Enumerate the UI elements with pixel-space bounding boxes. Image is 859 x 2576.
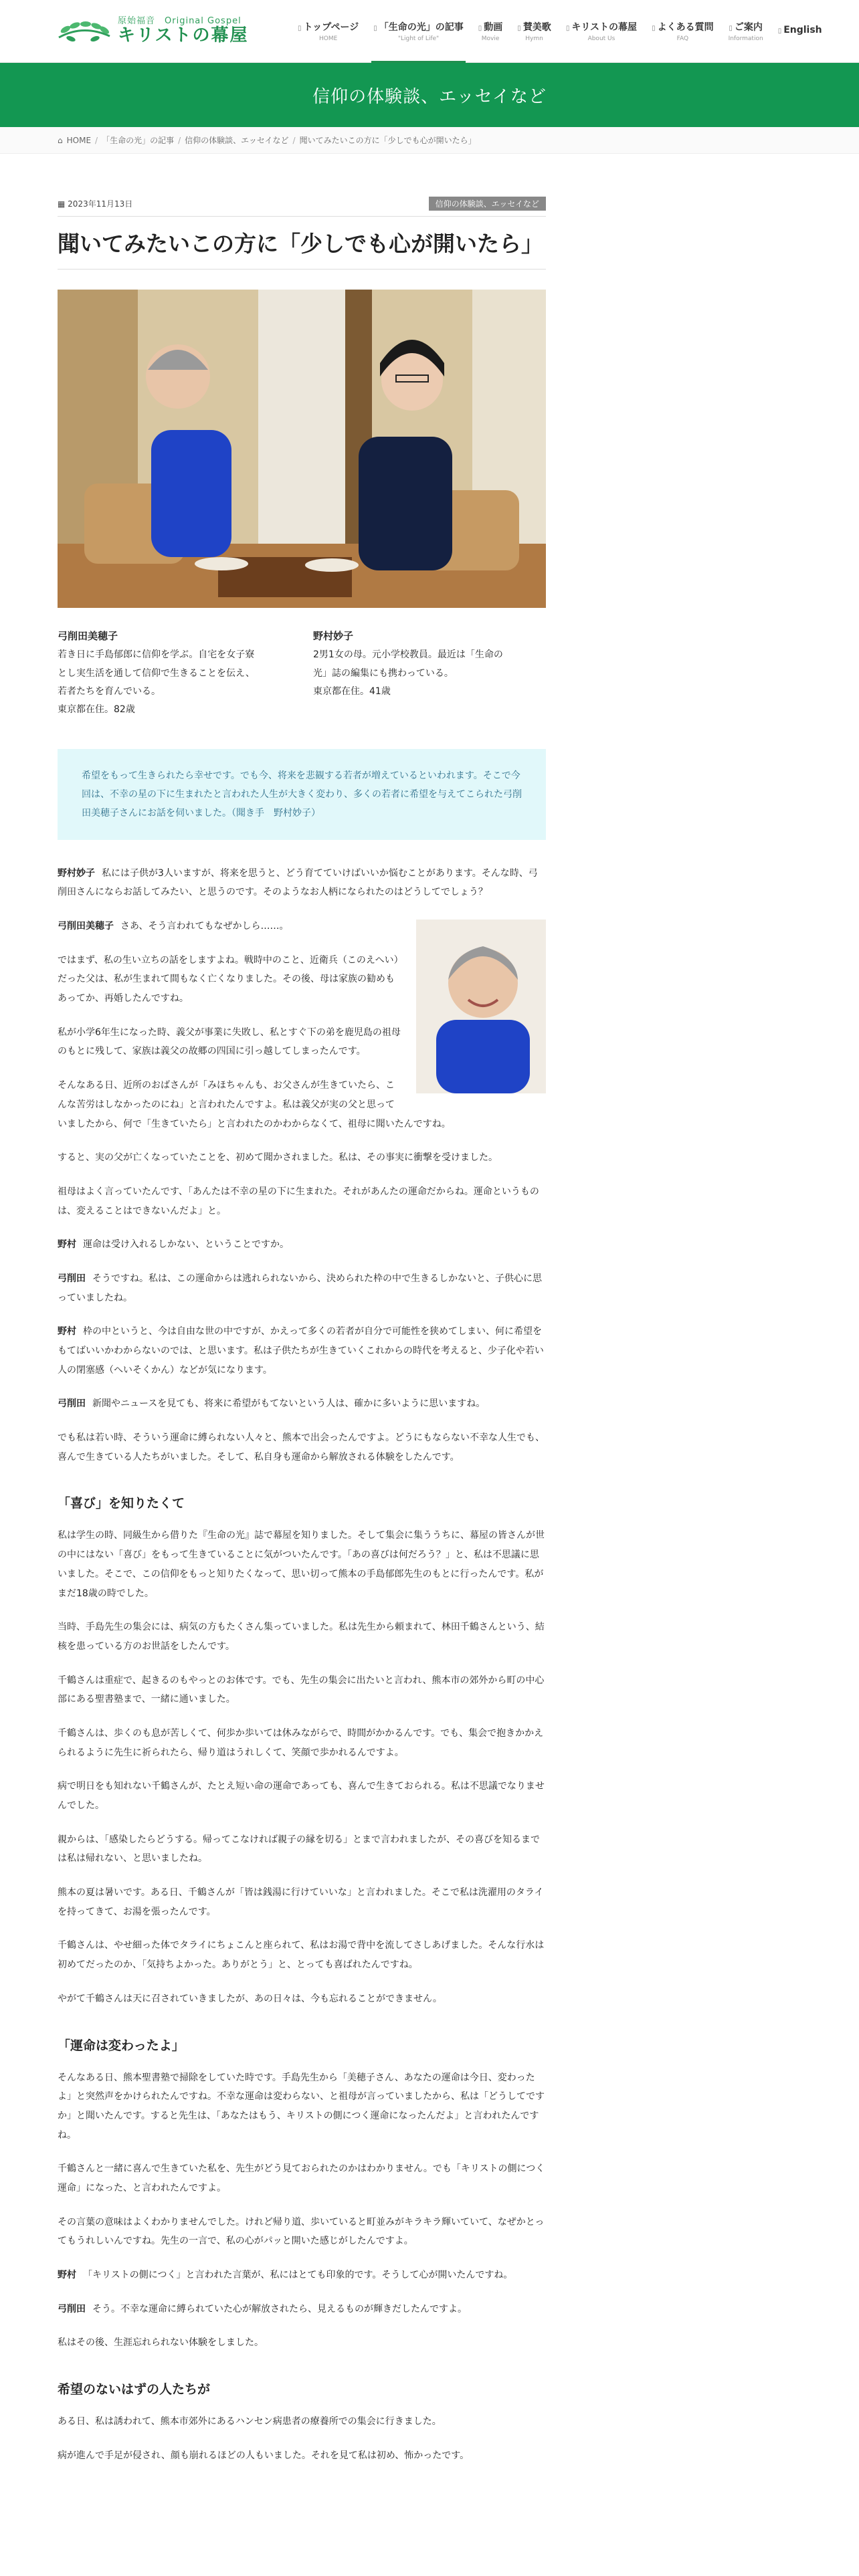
logo-subtitle-en: Original Gospel [165,16,242,27]
speaker-name: 野村 [58,1326,76,1337]
article-paragraph [58,1936,546,1974]
interview-photo-illustration [58,290,546,608]
nav-hymn[interactable]: ▯ 賛美歌 Hymn [510,0,559,63]
article-paragraph [58,2333,546,2353]
intro-box: 希望をもって生きられたら幸せです。でも今、将来を悲観する若者が増えているといわれます。そこで今回は、不幸の星の下に生まれたと言われた人生が大きく変わり、多くの若者に希望を与えてこられた弓削田美穂子さんにお話を伺いました。（聞き手 野村妙子） [58,749,546,840]
article-paragraph [58,1394,546,1414]
banner-title: 信仰の体験談、エッセイなど [312,86,547,107]
article-paragraph [58,2300,546,2319]
speaker-name: 野村妙子 [58,867,95,879]
profiles [58,627,546,719]
paragraph-text: さあ、そう言われてもなぜかしら……。 [120,921,289,932]
paragraph-text: その言葉の意味はよくわかりませんでした。けれど帰り道、歩いていると町並みがキラキラ輝いていて、なぜかとってもうれしいんですね。先生の一言で、私の心がパッと開いた感じがしたんですよ。 [58,2216,545,2247]
article-paragraph [58,864,546,902]
profile-yugeta [58,627,313,719]
breadcrumb: ⌂ HOME / 「生命の光」の記事 / 信仰の体験談、エッセイなど / 聞いてみたいこの方に「少しでも心が開いたら」 [0,127,859,154]
speaker-name: 野村 [58,1239,76,1251]
paragraph-text: 病が進んで手足が侵され、顔も崩れるほどの人もいました。それを見て私は初め、怖かったです。 [58,2450,470,2461]
yugeta-portrait-photo [416,920,546,1093]
article-paragraph [58,1235,546,1255]
nav-information[interactable]: ▯ ご案内 Information [721,0,771,63]
profile-line: 2男1女の母。元小学校教員。最近は「生命の [313,649,503,661]
article-paragraph [58,1724,546,1762]
breadcrumb-category[interactable]: 信仰の体験談、エッセイなど [185,136,289,145]
paragraph-text: そう。不幸な運命に縛られていた心が解放されたら、見えるものが輝きだしたんですよ。 [92,2303,467,2315]
article-paragraph [58,2412,546,2432]
profile-line: 若者たちを育んでいる。 [58,686,161,697]
site-logo[interactable] [56,17,257,45]
article-paragraph [58,1777,546,1815]
paragraph-text: 千鶴さんは、歩くのも息が苦しくて、何歩か歩いては休みながらで、時間がかかるんです。でも、集会で抱きかかえられるように先生に祈られたら、帰り道はうれしくて、笑顔で歩かれるんですよ。 [58,1727,544,1758]
profile-nomura [313,627,546,719]
paragraph-text: 熊本の夏は暑いです。ある日、千鶴さんが「皆は銭湯に行けていいな」と言われました。そこで私は洗濯用のタライを持ってきて、お湯を張ったんです。 [58,1887,544,1917]
paragraph-text: 私はその後、生涯忘れられない体験をしました。 [58,2337,264,2349]
site-header [0,0,859,63]
main-nav [290,0,830,63]
logo-subtitle-jp: 原始福音 [118,16,156,27]
paragraph-text: 私は学生の時、同級生から借りた『生命の光』誌で幕屋を知りました。そして集会に集ううちに、幕屋の皆さんが世の中にはない「喜び」をもって生きていることに気がついたんです。「あの喜びは何だろう？」と、私は不思議に思いました。そこで、この信仰をもっと知りたくなって、思い切って熊本の手島郁郎先生のもとに行ったんです。私がまだ18歳の時でした。 [58,1530,545,1599]
article-paragraph [58,2266,546,2285]
article-paragraph [58,1671,546,1709]
speaker-name: 弓削田 [58,1273,86,1284]
paragraph-text: ではまず、私の生い立ちの話をしますよね。戦時中のこと、近衛兵（このえへい）だった父は、私が生まれて間もなく亡くなりました。その後、母は家族の勧めもあってか、再婚したんですね。 [58,954,399,1004]
article-paragraph [58,1830,546,1868]
article-title: 聞いてみたいこの方に「少しでも心が開いたら」 [58,229,546,270]
section-heading: 「運命は変わったよ」 [58,2038,185,2053]
category-badge[interactable]: 信仰の体験談、エッセイなど [429,197,546,211]
paragraph-text: 当時、手島先生の集会には、病気の方もたくさん集っていました。私は先生から頼まれて、林田千鶴さんという、結核を患っている方のお世話をしたんです。 [58,1622,545,1652]
profile-name: 弓削田美穂子 [58,630,118,643]
breadcrumb-articles[interactable]: 「生命の光」の記事 [102,136,175,145]
paragraph-text: 病で明日をも知れない千鶴さんが、たとえ短い命の運命であっても、喜んで生きておられる。私は不思議でなりませんでした。 [58,1781,545,1811]
paragraph-text: 新聞やニュースを見ても、将来に希望がもてないという人は、確かに多いように思いますね。 [92,1398,486,1410]
article-paragraph [58,2068,546,2145]
paragraph-text: 私には子供が3人いますが、将来を思うと、どう育てていけばいいか悩むことがあります。そんな時、弓削田さんにならお話してみたい、と思うのです。そのようなお人柄になられたのはどうしてでしょう？ [58,867,538,898]
profile-line: 光」誌の編集にも携わっている。 [313,667,454,679]
article-paragraph [58,1990,546,2009]
nav-movie[interactable]: ▯ 動画 Movie [471,0,510,63]
profile-line: 若き日に手島郁郎に信仰を学ぶ。自宅を女子寮 [58,649,255,661]
category-banner [0,63,859,127]
paragraph-text: 枠の中というと、今は自由な世の中ですが、かえって多くの若者が自分で可能性を狭めてしまい、何に希望をもてばいいかわからないのでは、と思います。私は子供たちが生きていくこれからの時代を考えると、少子化や若い人の閉塞感（へいそくかん）などが気になります。 [58,1326,544,1376]
nav-home[interactable]: ▯ トップページ HOME [290,0,366,63]
article-paragraph [58,1322,546,1380]
article-paragraph [58,1526,546,1603]
article [58,154,546,2480]
article-paragraph [58,1148,546,1168]
calendar-icon: ▦ [58,199,66,209]
article-meta [58,197,546,217]
speaker-name: 野村 [58,2270,76,2280]
paragraph-text: 「キリストの側につく」と言われた言葉が、私にはとても印象的です。そうして心が開いたんですね。 [83,2270,513,2280]
paragraph-text: やがて千鶴さんは天に召されていきましたが、あの日々は、今も忘れることができません。 [58,1993,442,2004]
profile-line: とし実生活を通して信仰で生きることを伝え、 [58,667,255,679]
publish-date: 2023年11月13日 [68,199,133,209]
olive-branch-logo-icon [56,17,112,44]
breadcrumb-current: 聞いてみたいこの方に「少しでも心が開いたら」 [299,136,476,145]
paragraph-text: すると、実の父が亡くなっていたことを、初めて聞かされました。私は、その事実に衝撃を受けました。 [58,1152,498,1164]
interview-photo [58,290,546,608]
article-paragraph [58,2213,546,2251]
speaker-name: 弓削田 [58,2303,86,2315]
paragraph-text: 祖母はよく言っていたんです、「あんたは不幸の星の下に生まれた。それがあんたの運命だからね。運命というものは、変えることはできないんだよ」と。 [58,1186,539,1216]
speaker-name: 弓削田 [58,1398,86,1410]
profile-line: 東京都在住。41歳 [313,686,391,697]
profile-name: 野村妙子 [313,630,354,643]
paragraph-text: ある日、私は誘われて、熊本市郊外にあるハンセン病患者の療養所での集会に行きました。 [58,2416,442,2428]
article-paragraph [58,2159,546,2197]
article-paragraph [58,1428,546,1467]
profile-line: 東京都在住。82歳 [58,704,135,716]
section-heading: 希望のないはずの人たちが [58,2382,211,2397]
paragraph-text: そうですね。私は、この運命からは逃れられないから、決められた枠の中で生きるしかないと、子供心に思っていましたね。 [58,1273,542,1303]
nav-english[interactable]: ▯ English [771,0,830,63]
article-body [58,864,546,2480]
article-paragraph [58,1269,546,1307]
paragraph-text: でも私は若い時、そういう運命に縛られない人々と、熊本で出会ったんですよ。どうにもならない不幸な人生でも、喜んで生きている人たちがいました。そして、私自身も運命から解放される体験をしたんです。 [58,1432,545,1463]
paragraph-text: 千鶴さんと一緒に喜んで生きていた私を、先生がどう見ておられたのかはわかりません。でも「キリストの側につく運命」になった、と言われたんですよ。 [58,2163,545,2193]
breadcrumb-home[interactable]: HOME [66,135,92,145]
paragraph-text: 親からは、「感染したらどうする。帰ってこなければ親子の縁を切る」とまで言われましたが、その喜びを知るまでは私は帰れない、と思いましたね。 [58,1834,540,1864]
speaker-name: 弓削田美穂子 [58,921,114,932]
nav-articles[interactable]: ▯ 「生命の光」の記事 "Light of Life" [366,0,471,63]
home-icon: ⌂ [58,135,63,145]
paragraph-text: 私が小学6年生になった時、義父が事業に失敗し、私とすぐ下の弟を鹿児島の祖母のもとに残して、家族は義父の故郷の四国に引っ越してしまったんです。 [58,1027,401,1057]
article-paragraph [58,1618,546,1656]
section-heading: 「喜び」を知りたくて [58,1496,185,1511]
paragraph-text: そんなある日、近所のおばさんが「みほちゃんも、お父さんが生きていたら、こんな苦労はしなかったのにね」と言われたんですよ。私は義父が実の父と思っていましたから、何で「生きていたら」と言われたのかわからなくて、祖母に聞いたんですね。 [58,1080,451,1130]
paragraph-text: そんなある日、熊本聖書塾で掃除をしていた時です。手島先生から「美穂子さん、あなたの運命は今日、変わったよ」と突然声をかけられたんですね。不幸な運命は変わらない、と祖母が言っていましたから、私は「どうしてですか」と聞いたんです。すると先生は、「あなたはもう、キリストの側につく運命になったんだよ」と言われたんですね。 [58,2072,545,2141]
article-paragraph [58,1182,546,1220]
paragraph-text: 千鶴さんは重症で、起きるのもやっとのお体です。でも、先生の集会に出たいと言われ、熊本市の郊外から町の中心部にある聖書塾まで、一緒に通いました。 [58,1675,545,1705]
paragraph-text: 千鶴さんは、やせ細った体でタライにちょこんと座られて、私はお湯で背中を流してさしあげました。そんな行水は初めてだったのか、「気持ちよかった。ありがとう」と、とっても喜ばれたんですね。 [58,1940,545,1971]
nav-faq[interactable]: ▯ よくある質問 FAQ [644,0,721,63]
logo-title: キリストの幕屋 [118,25,249,46]
paragraph-text: 運命は受け入れるしかない、ということですか。 [83,1239,289,1251]
article-paragraph [58,2446,546,2466]
article-paragraph [58,1883,546,1921]
nav-about[interactable]: ▯ キリストの幕屋 About Us [559,0,644,63]
